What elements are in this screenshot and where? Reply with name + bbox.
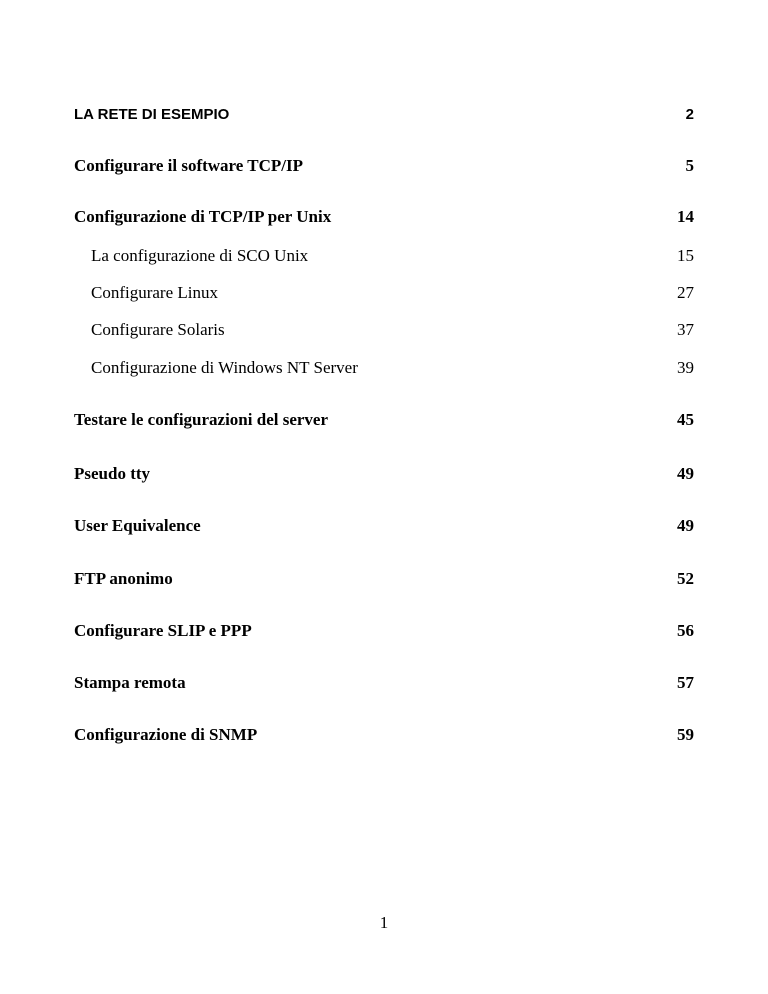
toc-entry-page: 49: [677, 464, 694, 483]
toc-entry[interactable]: [74, 410, 694, 430]
toc-entry-title: User Equivalence: [74, 516, 201, 535]
toc-entry[interactable]: [74, 516, 694, 536]
toc-entry-title: Testare le configurazioni del server: [74, 410, 329, 429]
toc-entry-title: Stampa remota: [74, 673, 186, 692]
toc-entry[interactable]: [74, 464, 694, 484]
toc-entry-page: 15: [677, 246, 694, 265]
toc-entry-title: La configurazione di SCO Unix: [91, 246, 309, 265]
toc-entry-page: 56: [677, 621, 694, 640]
toc-entry-page: 14: [677, 207, 694, 226]
toc-entry-page: 27: [677, 283, 694, 302]
toc-entry-title: Configurare il software TCP/IP: [74, 156, 304, 175]
toc-entry-title: Configurazione di TCP/IP per Unix: [74, 207, 332, 226]
toc-entry-page: 5: [685, 156, 694, 175]
toc-entry-page: 57: [677, 673, 694, 692]
toc-entry-title: Configurazione di SNMP: [74, 725, 258, 744]
toc-entry[interactable]: [74, 207, 694, 227]
toc-entry[interactable]: [74, 569, 694, 589]
toc-subentry[interactable]: [74, 246, 694, 266]
toc-entry[interactable]: [74, 105, 694, 125]
toc-entry-title: LA RETE DI ESEMPIO: [74, 106, 230, 123]
toc-entry[interactable]: [74, 621, 694, 641]
toc-entry-title: Configurare Linux: [91, 283, 218, 302]
table-of-contents: [74, 0, 694, 994]
toc-entry-title: Pseudo tty: [74, 464, 151, 483]
toc-entry[interactable]: [74, 673, 694, 693]
toc-subentry[interactable]: [74, 358, 694, 378]
toc-entry-title: Configurare Solaris: [91, 320, 225, 339]
toc-entry-page: 39: [677, 358, 694, 377]
toc-entry-title: FTP anonimo: [74, 569, 173, 588]
toc-entry-page: 49: [677, 516, 694, 535]
toc-entry-page: 2: [685, 106, 694, 123]
toc-entry[interactable]: [74, 156, 694, 176]
toc-subentry[interactable]: [74, 283, 694, 303]
toc-subentry[interactable]: [74, 320, 694, 340]
toc-entry-title: Configurazione di Windows NT Server: [91, 358, 358, 377]
toc-entry-page: 59: [677, 725, 694, 744]
page-number: 1: [379, 913, 389, 932]
toc-entry-page: 52: [677, 569, 694, 588]
toc-entry-page: 45: [677, 410, 694, 429]
toc-entry-title: Configurare SLIP e PPP: [74, 621, 252, 640]
toc-entry-page: 37: [677, 320, 694, 339]
toc-entry[interactable]: [74, 725, 694, 745]
